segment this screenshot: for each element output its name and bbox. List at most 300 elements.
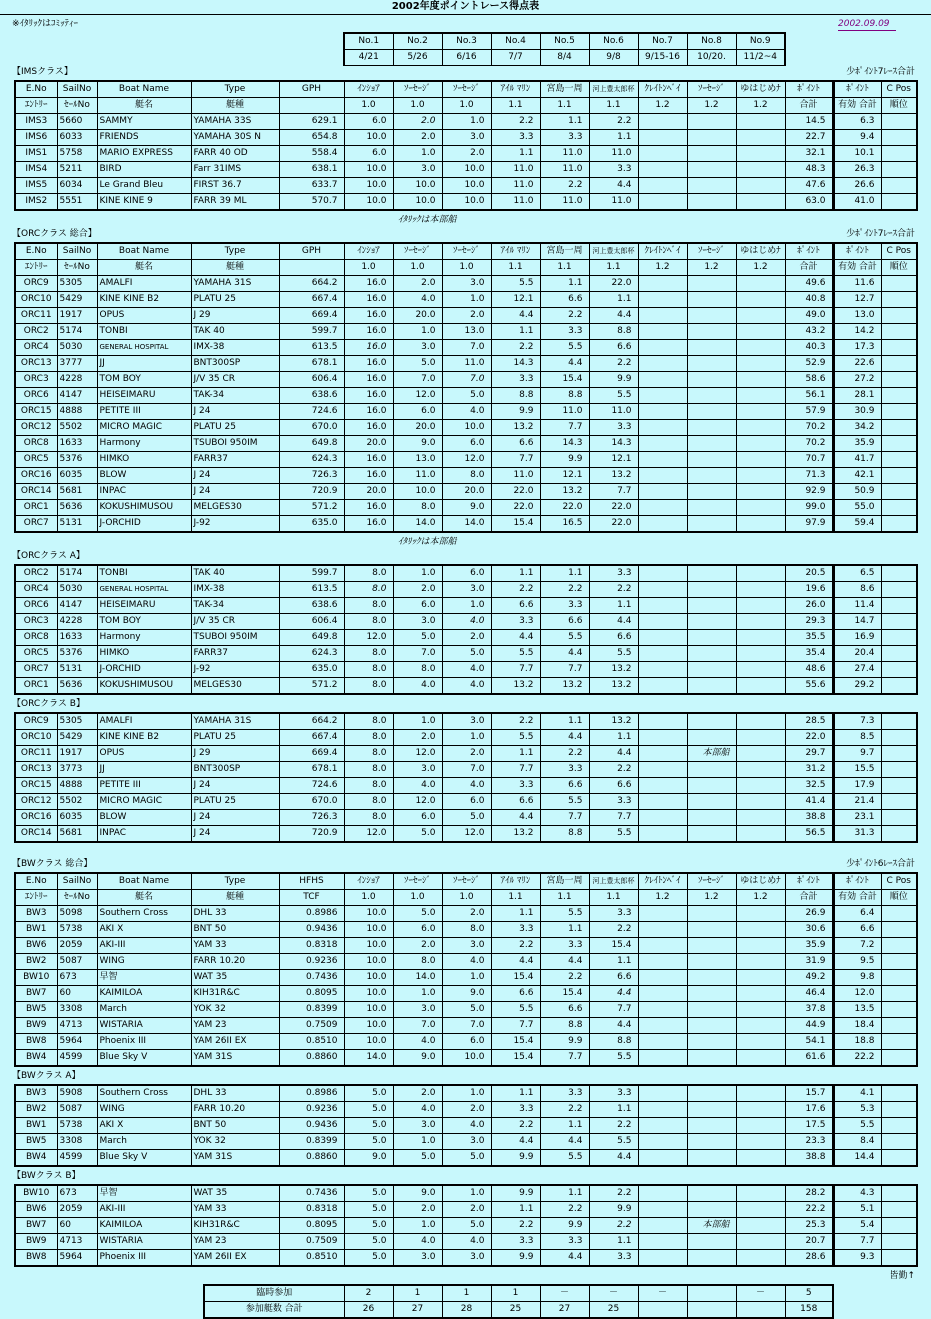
race-score: 1.1 (540, 565, 589, 582)
effective-total: 8.4 (833, 1134, 881, 1150)
race-score: 11.0 (442, 356, 491, 372)
header-type-ja: 艇種 (191, 98, 279, 114)
race-score (638, 436, 687, 452)
race-score: 16.0 (344, 324, 393, 340)
race-score: 6.0 (442, 794, 491, 810)
race-score (638, 500, 687, 516)
race-score: 3.0 (442, 713, 491, 730)
race-score: 1.1 (540, 114, 589, 130)
race-score (638, 954, 687, 970)
effective-total: 22.6 (833, 356, 881, 372)
entry-number: ORC16 (15, 468, 57, 484)
race-score: 1.0 (442, 1085, 491, 1102)
race-score: 3.0 (442, 582, 491, 598)
race-score (687, 436, 736, 452)
race-score: 5.0 (344, 1134, 393, 1150)
race-score (638, 194, 687, 211)
sail-number: 5087 (57, 1102, 97, 1118)
header-gph-ja (279, 98, 344, 114)
header-hfhs-ja: TCF (279, 890, 344, 906)
effective-total: 9.8 (833, 970, 881, 986)
class-position (881, 1034, 917, 1050)
race-score: 6.0 (393, 922, 442, 938)
race-score: 8.8 (540, 1018, 589, 1034)
race-score (736, 114, 785, 130)
table-row (15, 678, 917, 695)
boat-type: YAM 26II EX (191, 1034, 279, 1050)
race-coefficient: 1.2 (638, 98, 687, 114)
race-score: 4.4 (491, 630, 540, 646)
boat-type: J 29 (191, 746, 279, 762)
race-score: 15.4 (491, 516, 540, 533)
sail-number: 5131 (57, 516, 97, 533)
boat-type: WAT 35 (191, 970, 279, 986)
entry-number: ORC11 (15, 746, 57, 762)
class-position (881, 292, 917, 308)
summary-value: 27 (540, 1302, 589, 1319)
race-score (687, 420, 736, 436)
table-row (15, 420, 917, 436)
race-score: 9.9 (589, 1202, 638, 1218)
entry-number: ORC13 (15, 356, 57, 372)
race-score: 2.2 (589, 582, 638, 598)
class-position (881, 324, 917, 340)
race-score (638, 356, 687, 372)
header-name-ja: 艇名 (97, 890, 191, 906)
race-score (687, 146, 736, 162)
race-score: 2.2 (589, 356, 638, 372)
boat-type: FARR 40 OD (191, 146, 279, 162)
race-score: 6.6 (540, 292, 589, 308)
header-tot-ja: 合計 (785, 890, 833, 906)
race-score (638, 970, 687, 986)
sail-number: 5030 (57, 582, 97, 598)
race-score: 5.0 (442, 1150, 491, 1167)
race-coefficient: 1.1 (491, 98, 540, 114)
race-score (736, 1134, 785, 1150)
race-score: 2.2 (540, 308, 589, 324)
class-position (881, 986, 917, 1002)
entry-number: IMS2 (15, 194, 57, 211)
race-score (687, 614, 736, 630)
race-score: 8.0 (393, 500, 442, 516)
table-row (15, 1234, 917, 1250)
race-score: 1.0 (393, 1134, 442, 1150)
race-score: 5.5 (491, 646, 540, 662)
race-score (638, 420, 687, 436)
entry-number: IMS4 (15, 162, 57, 178)
effective-total: 59.4 (833, 516, 881, 533)
race-score: 1.1 (491, 1202, 540, 1218)
point-total: 41.4 (785, 794, 833, 810)
boat-type: J 29 (191, 308, 279, 324)
entry-number: BW9 (15, 1234, 57, 1250)
point-total: 70.2 (785, 420, 833, 436)
entry-number: ORC7 (15, 516, 57, 533)
race-score: 11.0 (540, 194, 589, 211)
race-score: 14.3 (491, 356, 540, 372)
race-date: 9/15-16 (638, 50, 687, 66)
race-score: 8.0 (442, 922, 491, 938)
race-score: 2.2 (540, 970, 589, 986)
race-score: 4.4 (589, 614, 638, 630)
table-row (15, 436, 917, 452)
race-score: 9.0 (442, 500, 491, 516)
race-coefficient: 1.0 (344, 890, 393, 906)
header-eno: E.No (15, 243, 57, 260)
class-position (881, 276, 917, 292)
race-score: 13.0 (393, 452, 442, 468)
section-table (14, 1084, 918, 1167)
race-score (736, 1002, 785, 1018)
race-score: 5.5 (491, 276, 540, 292)
boat-type: KIH31R&C (191, 986, 279, 1002)
boat-name: OPUS (97, 746, 191, 762)
race-score: 9.0 (442, 986, 491, 1002)
point-total: 56.5 (785, 826, 833, 843)
rating: 0.8986 (279, 1085, 344, 1102)
race-score: 1.0 (442, 114, 491, 130)
race-score: 5.5 (589, 388, 638, 404)
race-score (687, 1050, 736, 1067)
sail-number: 5174 (57, 565, 97, 582)
boat-type: YAM 31S (191, 1050, 279, 1067)
race-score (638, 1085, 687, 1102)
effective-total: 35.9 (833, 436, 881, 452)
race-score: 13.2 (540, 678, 589, 695)
header-sail-ja: ｾｰﾙNo (57, 890, 97, 906)
race-score: 9.9 (540, 1034, 589, 1050)
race-score: 1.1 (589, 1102, 638, 1118)
header-eff-ja: 有効 合計 (833, 890, 881, 906)
sail-number: 5636 (57, 678, 97, 695)
race-score (687, 1134, 736, 1150)
point-total: 52.9 (785, 356, 833, 372)
race-score (687, 130, 736, 146)
entry-number: BW5 (15, 1002, 57, 1018)
race-score: 6.6 (540, 614, 589, 630)
race-score: 2.0 (393, 1202, 442, 1218)
sail-number: 5502 (57, 420, 97, 436)
boat-type: TSUBOI 950IM (191, 630, 279, 646)
rating: 0.8095 (279, 1218, 344, 1234)
race-score: 6.0 (344, 114, 393, 130)
effective-total: 22.2 (833, 1050, 881, 1067)
effective-total: 23.1 (833, 810, 881, 826)
race-score: 10.0 (344, 938, 393, 954)
sail-number: 5305 (57, 713, 97, 730)
header-sail-ja: ｾｰﾙNo (57, 260, 97, 276)
boat-type: DHL 33 (191, 1085, 279, 1102)
race-coefficient: 1.1 (540, 260, 589, 276)
rating: 667.4 (279, 730, 344, 746)
race-score (638, 810, 687, 826)
boat-name: Blue Sky V (97, 1150, 191, 1167)
race-score: 12.1 (540, 468, 589, 484)
race-score: 11.0 (491, 468, 540, 484)
section-label: 【ORCクラス A】 (12, 551, 85, 561)
race-score (638, 778, 687, 794)
race-score (736, 598, 785, 614)
entry-number: BW4 (15, 1150, 57, 1167)
table-row (15, 324, 917, 340)
race-score (687, 452, 736, 468)
race-score: 10.0 (344, 1002, 393, 1018)
table-row (15, 114, 917, 130)
race-score (638, 484, 687, 500)
effective-total: 14.4 (833, 1150, 881, 1167)
race-score: 14.3 (589, 436, 638, 452)
race-score: 8.0 (344, 810, 393, 826)
race-score: 22.0 (491, 484, 540, 500)
race-score (736, 500, 785, 516)
table-row (15, 922, 917, 938)
race-score: 14.3 (540, 436, 589, 452)
race-score (736, 614, 785, 630)
race-score (687, 1202, 736, 1218)
race-score: 13.2 (540, 484, 589, 500)
race-score (638, 646, 687, 662)
sail-number: 5376 (57, 452, 97, 468)
sail-number: 5087 (57, 954, 97, 970)
race-score: 4.0 (393, 292, 442, 308)
class-position (881, 713, 917, 730)
entry-number: ORC5 (15, 452, 57, 468)
class-position (881, 130, 917, 146)
table-row (15, 1185, 917, 1202)
race-score: 5.0 (442, 388, 491, 404)
class-position (881, 452, 917, 468)
sail-number: 60 (57, 1218, 97, 1234)
class-position (881, 484, 917, 500)
rating: 0.9436 (279, 1118, 344, 1134)
race-score: 14.0 (393, 970, 442, 986)
race-score: 10.0 (393, 484, 442, 500)
class-position (881, 1150, 917, 1167)
race-no: No.4 (491, 33, 540, 50)
race-name: 宮島一周 (540, 81, 589, 98)
boat-type: J 24 (191, 826, 279, 843)
race-score: 4.4 (540, 730, 589, 746)
race-name: 河上豊太郎杯 (589, 81, 638, 98)
race-score: 5.5 (540, 794, 589, 810)
effective-total: 7.3 (833, 713, 881, 730)
race-score (638, 146, 687, 162)
effective-total: 13.5 (833, 1002, 881, 1018)
point-total: 38.8 (785, 1150, 833, 1167)
entry-number: ORC5 (15, 646, 57, 662)
header-eff: ﾎﾟｲﾝﾄ (833, 873, 881, 890)
boat-name: KAIMILOA (97, 986, 191, 1002)
class-position (881, 420, 917, 436)
effective-total: 12.0 (833, 986, 881, 1002)
table-row (15, 388, 917, 404)
table-row (15, 826, 917, 843)
race-score: 6.6 (540, 1002, 589, 1018)
sail-number: 5758 (57, 146, 97, 162)
race-score: 5.0 (442, 810, 491, 826)
rating: 649.8 (279, 436, 344, 452)
race-score: 16.0 (344, 500, 393, 516)
table-row (15, 954, 917, 970)
race-score: 1.1 (491, 1085, 540, 1102)
boat-name: GENERAL HOSPITAL (97, 340, 191, 356)
race-score: 5.0 (393, 906, 442, 922)
class-position (881, 614, 917, 630)
race-score: 7.7 (589, 810, 638, 826)
race-score: 5.5 (540, 1150, 589, 1167)
sail-number: 5681 (57, 484, 97, 500)
table-row (15, 582, 917, 598)
point-total: 58.6 (785, 372, 833, 388)
race-score (638, 516, 687, 533)
race-score: 16.0 (344, 404, 393, 420)
boat-name: AKI X (97, 1118, 191, 1134)
race-name: 宮島一周 (540, 243, 589, 260)
boat-name: INPAC (97, 826, 191, 843)
race-score: 3.3 (540, 938, 589, 954)
table-row (15, 1218, 917, 1234)
race-score: 2.0 (393, 114, 442, 130)
race-score: 7.0 (393, 1018, 442, 1034)
race-score: 2.0 (442, 308, 491, 324)
race-score: 20.0 (393, 420, 442, 436)
entry-number: ORC2 (15, 565, 57, 582)
race-score: 5.5 (589, 1134, 638, 1150)
table-row (15, 662, 917, 678)
race-score: 10.0 (344, 906, 393, 922)
sail-number: 2059 (57, 1202, 97, 1218)
race-score: 20.0 (344, 484, 393, 500)
header-eno-ja: ｴﾝﾄﾘｰ (15, 260, 57, 276)
rating: 649.8 (279, 630, 344, 646)
boat-name: BIRD (97, 162, 191, 178)
race-score: 6.6 (491, 598, 540, 614)
race-score: 15.4 (491, 1050, 540, 1067)
sail-number: 673 (57, 970, 97, 986)
boat-name: PETITE III (97, 778, 191, 794)
table-row (15, 1050, 917, 1067)
race-score: 12.1 (589, 452, 638, 468)
race-score (736, 746, 785, 762)
rating: 606.4 (279, 614, 344, 630)
class-position (881, 178, 917, 194)
race-score: 16.0 (344, 452, 393, 468)
entry-number: ORC11 (15, 308, 57, 324)
race-score: 22.0 (589, 500, 638, 516)
point-total: 70.2 (785, 436, 833, 452)
race-score: 3.3 (540, 598, 589, 614)
race-score (687, 516, 736, 533)
race-score: 3.3 (589, 565, 638, 582)
race-score: 5.0 (393, 826, 442, 843)
race-score: 2.2 (491, 114, 540, 130)
table-row (15, 500, 917, 516)
race-score (736, 162, 785, 178)
race-score (687, 778, 736, 794)
race-score: 1.1 (589, 292, 638, 308)
race-score: 10.0 (344, 986, 393, 1002)
race-score (687, 1034, 736, 1050)
effective-total: 26.3 (833, 162, 881, 178)
race-score: 3.3 (491, 130, 540, 146)
summary-row (204, 1302, 833, 1319)
sail-number: 3773 (57, 762, 97, 778)
race-score: 2.2 (491, 1218, 540, 1234)
sail-number: 5738 (57, 1118, 97, 1134)
race-score (687, 114, 736, 130)
point-total: 97.9 (785, 516, 833, 533)
rating: 0.8860 (279, 1150, 344, 1167)
rating: 670.0 (279, 794, 344, 810)
race-score: 6.0 (393, 404, 442, 420)
race-score: 22.0 (589, 276, 638, 292)
table-row (15, 810, 917, 826)
race-score: 4.0 (393, 778, 442, 794)
entry-number: BW2 (15, 954, 57, 970)
point-total: 23.3 (785, 1134, 833, 1150)
race-score: 4.0 (393, 1102, 442, 1118)
race-score (687, 630, 736, 646)
sail-number: 5681 (57, 826, 97, 843)
race-score: 10.0 (442, 420, 491, 436)
summary-value: 1 (442, 1285, 491, 1302)
effective-total: 9.3 (833, 1250, 881, 1267)
race-score: 13.2 (491, 678, 540, 695)
header-type: Type (191, 873, 279, 890)
boat-type: YAMAHA 33S (191, 114, 279, 130)
race-score: 5.0 (442, 1002, 491, 1018)
section-table (14, 564, 918, 695)
race-score: 1.1 (540, 1118, 589, 1134)
effective-total: 7.7 (833, 1234, 881, 1250)
race-score: 10.0 (442, 194, 491, 211)
race-score: 3.0 (442, 130, 491, 146)
rating: 0.8510 (279, 1034, 344, 1050)
point-total: 19.6 (785, 582, 833, 598)
race-score: 8.0 (344, 778, 393, 794)
boat-type: J/V 35 CR (191, 372, 279, 388)
table-row (15, 1150, 917, 1167)
race-score (638, 372, 687, 388)
race-score: 1.0 (442, 970, 491, 986)
rating: 0.9436 (279, 922, 344, 938)
race-score: 2.2 (491, 713, 540, 730)
entry-number: BW10 (15, 970, 57, 986)
point-total: 38.8 (785, 810, 833, 826)
entry-number: ORC6 (15, 388, 57, 404)
point-total: 25.3 (785, 1218, 833, 1234)
header-tot: ﾎﾟｲﾝﾄ (785, 81, 833, 98)
table-row (15, 986, 917, 1002)
race-score (638, 1185, 687, 1202)
race-score (687, 388, 736, 404)
effective-total: 18.4 (833, 1018, 881, 1034)
race-score: 1.1 (589, 730, 638, 746)
race-score: 2.0 (442, 630, 491, 646)
race-score (638, 1002, 687, 1018)
race-score (687, 308, 736, 324)
race-score: 4.4 (540, 646, 589, 662)
entry-number: ORC8 (15, 436, 57, 452)
sail-number: 5908 (57, 1085, 97, 1102)
boat-type: FARR 10.20 (191, 1102, 279, 1118)
race-score: 7.0 (442, 340, 491, 356)
race-score: 9.9 (491, 1185, 540, 1202)
race-score (638, 762, 687, 778)
entry-number: ORC4 (15, 582, 57, 598)
race-coefficient: 1.2 (638, 260, 687, 276)
